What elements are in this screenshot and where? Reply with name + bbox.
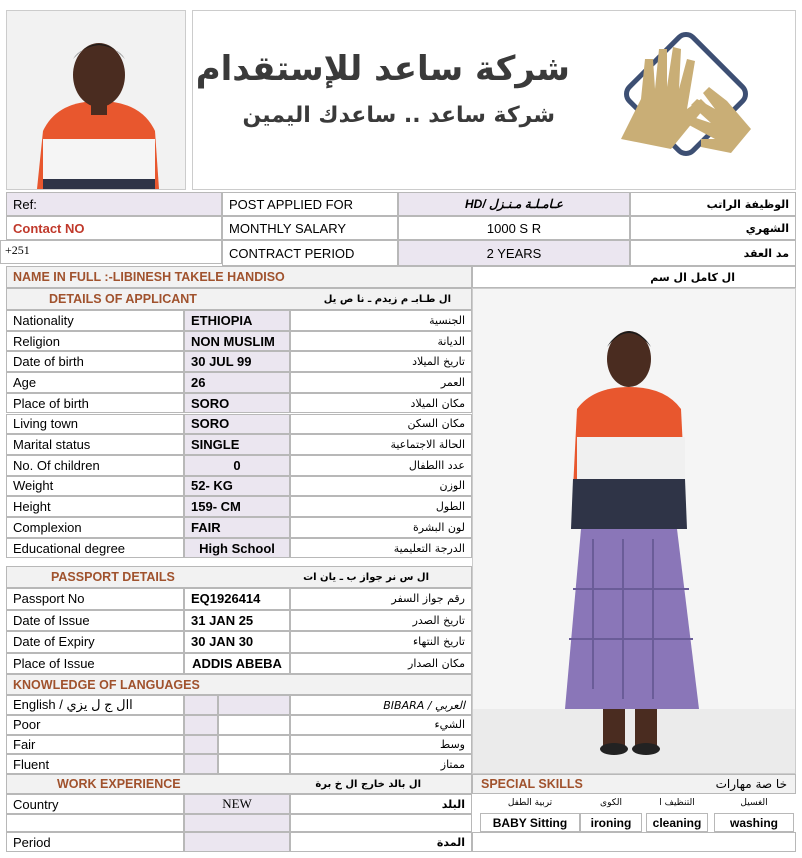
detail-arabic: الجنسية xyxy=(290,310,472,331)
detail-value: 159- CM xyxy=(184,496,290,517)
skill-arabic-label: تربية الطفل xyxy=(507,798,553,808)
period-label: Period xyxy=(6,832,184,852)
passport-label: Date of Expiry xyxy=(6,631,184,653)
contact-cell: Contact NO xyxy=(6,216,222,240)
detail-arabic: لون البشرة xyxy=(290,517,472,538)
language-level-arabic: وسط xyxy=(290,735,472,755)
salary-value-cell: 1000 S R xyxy=(398,216,630,240)
applicant-full-photo xyxy=(472,288,796,774)
detail-value: High School xyxy=(184,538,290,559)
passport-arabic: تاريخ الصدر xyxy=(290,610,472,632)
special-skills-header: SPECIAL SKILLS خا صة مهارات xyxy=(472,774,796,794)
detail-label: Nationality xyxy=(6,310,184,331)
contract-arabic-cell: مد العقد xyxy=(630,240,796,266)
arabic-language-label: العربي / BIBARA xyxy=(290,695,472,715)
detail-label: Marital status xyxy=(6,434,184,455)
country-arabic: البلد xyxy=(290,794,472,814)
detail-value: SORO xyxy=(184,414,290,435)
work-experience-header: WORK EXPERIENCE ال بالد خارج ال خ برة xyxy=(6,774,472,794)
language-level-label: Fair xyxy=(6,735,184,755)
language-level-box xyxy=(184,715,218,735)
detail-value: 52- KG xyxy=(184,476,290,497)
detail-label: Living town xyxy=(6,414,184,435)
salary-label-cell: MONTHLY SALARY xyxy=(222,216,398,240)
passport-value: 30 JAN 30 xyxy=(184,631,290,653)
work-blank-mid xyxy=(184,814,290,832)
language-level-label: Fluent xyxy=(6,754,184,774)
post-label-cell: POST APPLIED FOR xyxy=(222,192,398,216)
language-level-box xyxy=(218,715,290,735)
detail-value: 30 JUL 99 xyxy=(184,351,290,372)
language-level-arabic: ممتاز xyxy=(290,754,472,774)
passport-label: Date of Issue xyxy=(6,610,184,632)
detail-value: NON MUSLIM xyxy=(184,331,290,352)
work-blank-left xyxy=(6,814,184,832)
skill-label: ironing xyxy=(580,813,642,832)
contract-label-cell: CONTRACT PERIOD xyxy=(222,240,398,266)
passport-arabic: تاريخ النتهاء xyxy=(290,631,472,653)
detail-arabic: مكان السكن xyxy=(290,414,472,435)
detail-value: FAIR xyxy=(184,517,290,538)
detail-label: Educational degree xyxy=(6,538,184,559)
skill-arabic-label: الغسيل xyxy=(740,798,768,808)
detail-label: No. Of children xyxy=(6,455,184,476)
country-value: NEW xyxy=(184,794,290,814)
detail-value: ETHIOPIA xyxy=(184,310,290,331)
language-level-arabic: الشيء xyxy=(290,715,472,735)
contract-value-cell: 2 YEARS xyxy=(398,240,630,266)
detail-value: 26 xyxy=(184,372,290,393)
passport-arabic: مكان الصدار xyxy=(290,653,472,675)
detail-arabic: مكان الميلاد xyxy=(290,393,472,414)
detail-arabic: الدرجة التعليمية xyxy=(290,538,472,559)
header-banner xyxy=(192,10,796,190)
skill-label: washing xyxy=(714,813,794,832)
phone-cell: +251 xyxy=(0,240,222,264)
detail-arabic: عدد االطفال xyxy=(290,455,472,476)
language-level-box xyxy=(184,754,218,774)
company-logo xyxy=(601,29,761,169)
detail-label: Height xyxy=(6,496,184,517)
applicant-details-header: DETAILS OF APPLICANT ال طـابـ م زيدم ـ نا ص يل xyxy=(6,288,472,310)
detail-label: Weight xyxy=(6,476,184,497)
english-box-b xyxy=(218,695,290,715)
full-name-arabic: ال كامل ال سم xyxy=(472,266,796,288)
skill-arabic-label: التنظيف ا xyxy=(659,798,695,808)
country-label: Country xyxy=(6,794,184,814)
post-value-cell: HD/ عـامـلـة مـنـزل xyxy=(398,192,630,216)
applicant-portrait-full xyxy=(473,289,795,773)
language-level-box xyxy=(184,735,218,755)
passport-label: Place of Issue xyxy=(6,653,184,675)
period-arabic: المدة xyxy=(290,832,472,852)
passport-label: Passport No xyxy=(6,588,184,610)
passport-value: 31 JAN 25 xyxy=(184,610,290,632)
passport-value: ADDIS ABEBA xyxy=(184,653,290,675)
detail-value: SINGLE xyxy=(184,434,290,455)
detail-label: Date of birth xyxy=(6,351,184,372)
detail-value: SORO xyxy=(184,393,290,414)
skill-label: cleaning xyxy=(646,813,708,832)
detail-arabic: الطول xyxy=(290,496,472,517)
period-value xyxy=(184,832,290,852)
detail-label: Religion xyxy=(6,331,184,352)
languages-header: KNOWLEDGE OF LANGUAGES xyxy=(6,674,472,695)
company-name-arabic: شركة ساعد للإستقدام xyxy=(195,49,570,89)
detail-label: Complexion xyxy=(6,517,184,538)
ref-cell: Ref: xyxy=(6,192,222,216)
detail-arabic: الوزن xyxy=(290,476,472,497)
detail-arabic: الديانة xyxy=(290,331,472,352)
post-arabic-cell: الوظيفة الراتب xyxy=(630,192,796,216)
english-box-a xyxy=(184,695,218,715)
work-blank-right xyxy=(290,814,472,832)
full-name-row xyxy=(6,266,472,288)
header-photo xyxy=(6,10,186,190)
language-level-label: Poor xyxy=(6,715,184,735)
detail-arabic: تاريخ الميلاد xyxy=(290,351,472,372)
language-level-box xyxy=(218,754,290,774)
passport-details-header: PASSPORT DETAILS ال س نر جواز ب ـ يان ات xyxy=(6,566,472,588)
language-level-box xyxy=(218,735,290,755)
salary-arabic-cell: الشهري xyxy=(630,216,796,240)
skill-label: BABY Sitting xyxy=(480,813,580,832)
full-name-text: NAME IN FULL :-LIBINESH TAKELE HANDISO xyxy=(13,270,285,284)
company-slogan-arabic: شركة ساعد .. ساعدك اليمين xyxy=(242,103,555,128)
skill-arabic-label: الكوى xyxy=(600,798,622,808)
passport-value: EQ1926414 xyxy=(184,588,290,610)
detail-label: Age xyxy=(6,372,184,393)
skills-blank-row xyxy=(472,832,796,852)
detail-arabic: العمر xyxy=(290,372,472,393)
english-label: English / اال ج ل يزي xyxy=(6,695,184,715)
detail-arabic: الحالة الاجتماعية xyxy=(290,434,472,455)
detail-label: Place of birth xyxy=(6,393,184,414)
passport-arabic: رقم جواز السفر xyxy=(290,588,472,610)
applicant-portrait-small xyxy=(7,11,185,189)
detail-value: 0 xyxy=(184,455,290,476)
